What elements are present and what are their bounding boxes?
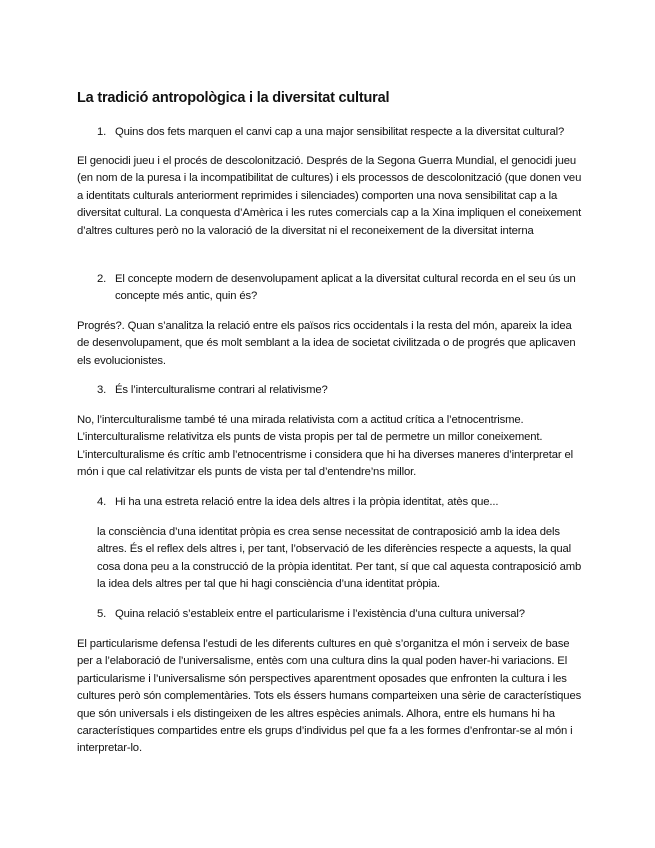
answer-3: No, l’interculturalisme també té una mirada relativista com a actitud crítica a l’etnocentrisme. L’interculturalisme relativitza els punts de vista propis per tal de permetre un millor coneixement. L’interculturalisme és crític amb l’etnocentrisme i considera que hi ha diverses maneres d’interpretar el món i que cal relativitzar els punts de vista per tal d’entendre’ns millor. — [77, 414, 573, 479]
question-number: 3. — [97, 384, 107, 396]
answer-2: Progrés?. Quan s’analitza la relació entre els països rics occidentals i la resta del món, apareix la idea de desenvolupament, que és molt semblant a la idea de societat civilitzada o de progrés que aplicaven els evolucionistes. — [77, 320, 576, 367]
answer-1: El genocidi jueu i el procés de descolonització. Després de la Segona Guerra Mundial, el genocidi jueu (en nom de la puresa i la incompatibilitat de cultures) i els processos de descolonització (que donen veu a identitats culturals anteriorment reprimides i silenciades) comporten una nova sensibilitat cap a la diversitat cultural. La conquesta d’Amèrica i les rutes comercials cap a la Xina impliquen el coneixement d’altres cultures però no la valoració de la diversitat ni el reconeixement de la diversitat interna — [77, 155, 582, 237]
question-text: Hi ha una estreta relació entre la idea dels altres i la pròpia identitat, atès que... — [115, 496, 499, 508]
question-number: 1. — [97, 126, 107, 138]
question-3 — [97, 382, 592, 399]
question-1 — [97, 124, 592, 141]
question-4 — [97, 494, 592, 511]
question-text: El concepte modern de desenvolupament aplicat a la diversitat cultural recorda en el seu ús un concepte més antic, quin és? — [115, 273, 576, 303]
document-title: La tradició antropològica i la diversitat cultural — [77, 90, 390, 106]
question-2 — [97, 271, 592, 306]
question-text: Quins dos fets marquen el canvi cap a una major sensibilitat respecte a la diversitat cultural? — [115, 126, 565, 138]
question-5 — [97, 606, 592, 623]
question-number: 5. — [97, 608, 107, 620]
question-text: És l’interculturalisme contrari al relativisme? — [115, 384, 328, 396]
answer-4: la consciència d’una identitat pròpia es crea sense necessitat de contraposició amb la idea dels altres. És el reflex dels altres i, per tant, l’observació de les diferències respecte a aquests, la qual cosa dona peu a la construcció de la pròpia identitat. Per tant, sí que cal aquesta contraposició amb la idea dels altres per tal que hi hagi consciència d’una identitat pròpia. — [97, 526, 582, 591]
question-text: Quina relació s’estableix entre el particularisme i l’existència d’una cultura universal? — [115, 608, 525, 620]
question-number: 2. — [97, 273, 107, 285]
answer-5: El particularisme defensa l’estudi de les diferents cultures en què s’organitza el món i serveix de base per a l’elaboració de l’universalisme, entès com una cultura dins la qual poden haver-hi variacions. El particularisme i l’universalisme són perspectives aparentment oposades que enfronten la cultura i les cultures però són complementàries. Tots els éssers humans comparteixen una sèrie de característiques que són universals i els distingeixen de les altres espècies animals. Alhora, entre els humans hi ha característiques compartides entre els grups d’individus pel que fa a les formes d’enfrontar-se al món i interpretar-lo. — [77, 638, 582, 755]
question-number: 4. — [97, 496, 107, 508]
